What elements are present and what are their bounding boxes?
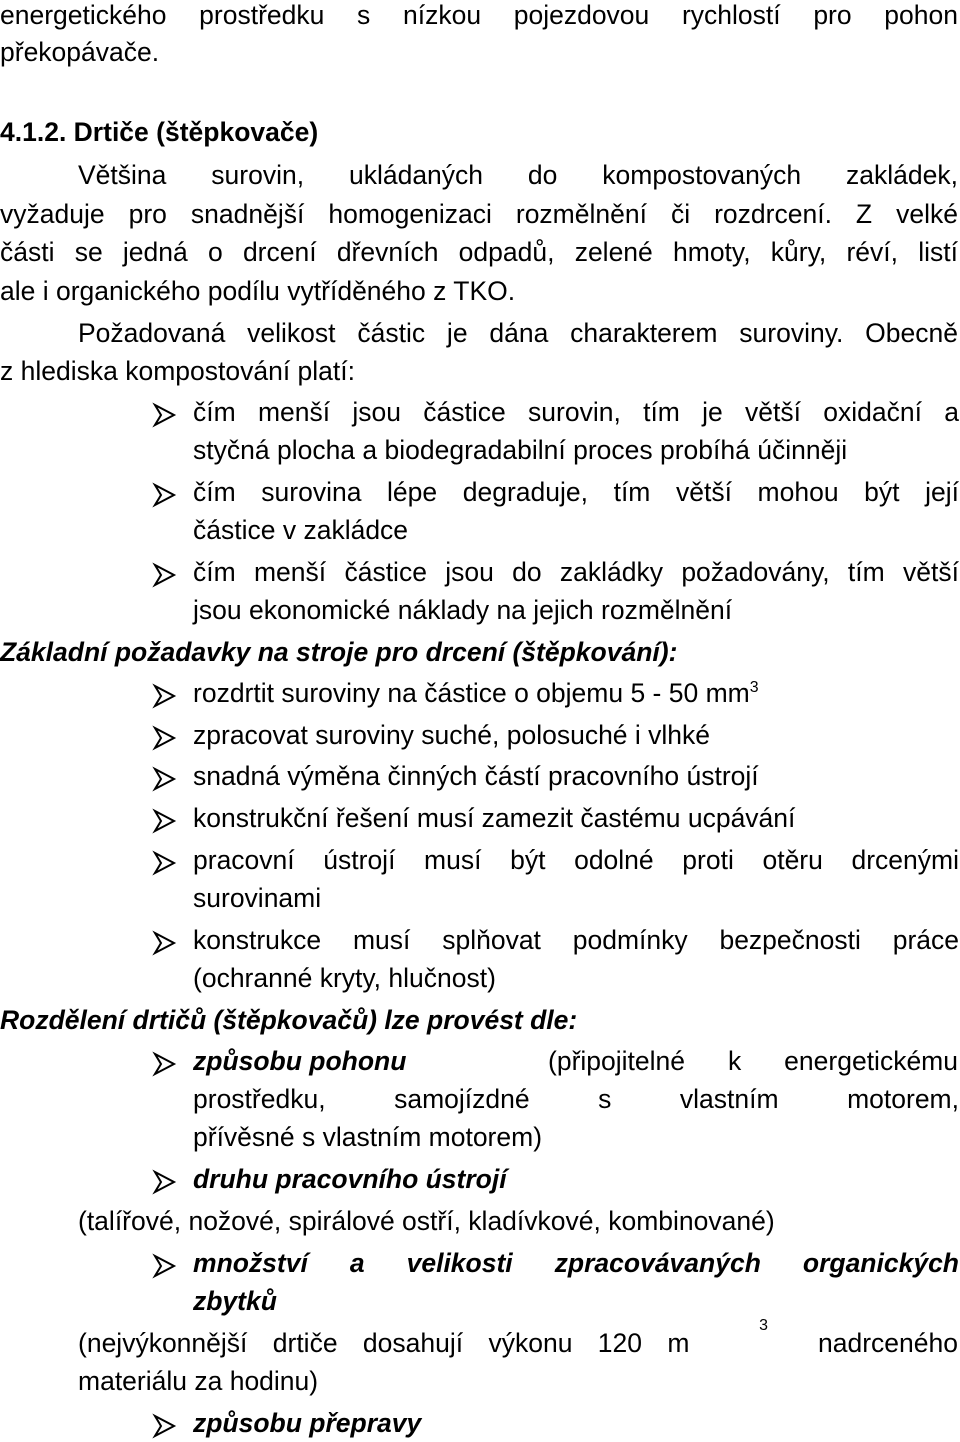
list-item-title: zbytků (193, 1286, 277, 1316)
list-item-line: čím surovina lépe degraduje, tím větší mohou být její (193, 477, 959, 507)
arrow-bullet-icon (152, 402, 178, 428)
list-item-text: rozdrtit suroviny na částice o objemu 5 - 50 mm (193, 678, 750, 708)
list-item-line: částice v zakládce (193, 515, 409, 545)
list-item-line: pracovní ústrojí musí být odolné proti otěru drcenými (193, 845, 959, 875)
text-segment: (nejvýkonnější drtiče dosahují výkonu 120 m (78, 1328, 690, 1358)
list-item-line (193, 678, 759, 709)
text-line: vyžaduje pro snadnější homogenizaci rozmělnění či rozdrcení. Z velké (0, 199, 958, 229)
text-line: (talířové, nožové, spirálové ostří, kladívkové, kombinované) (78, 1206, 775, 1236)
text-segment (78, 1317, 768, 1359)
text-line (78, 1317, 958, 1359)
arrow-bullet-icon (152, 930, 178, 956)
requirements-heading: Základní požadavky na stroje pro drcení (štěpkování): (0, 637, 678, 667)
list-item-line: čím menší částice jsou do zakládky požadovány, tím větší (193, 557, 959, 587)
arrow-bullet-icon (152, 1169, 178, 1195)
text-segment: nadrceného (818, 1328, 958, 1358)
text-line: z hlediska kompostování platí: (0, 356, 355, 386)
list-item-line: konstrukce musí splňovat podmínky bezpečnosti práce (193, 925, 959, 955)
list-item-line: (ochranné kryty, hlučnost) (193, 963, 496, 993)
text-line: Většina surovin, ukládaných do kompostovaných zakládek, (78, 160, 958, 190)
list-item-line: surovinami (193, 883, 322, 913)
section-heading: 4.1.2. Drtiče (štěpkovače) (0, 117, 319, 147)
list-item-line: přívěsné s vlastním motorem) (193, 1122, 543, 1152)
list-item-line: prostředku, samojízdné s vlastním motorem, (193, 1084, 959, 1114)
list-item-title: druhu pracovního ústrojí (193, 1164, 507, 1194)
list-item-title: způsobu pohonu (193, 1046, 407, 1076)
arrow-bullet-icon (152, 1413, 178, 1439)
division-heading: Rozdělení drtičů (štěpkovačů) lze provést dle: (0, 1005, 578, 1035)
list-item-line: snadná výměna činných částí pracovního ústrojí (193, 761, 759, 791)
text-line: materiálu za hodinu) (78, 1366, 319, 1396)
arrow-bullet-icon (152, 562, 178, 588)
list-item-line: styčná plocha a biodegradabilní proces probíhá účinněji (193, 435, 848, 465)
list-item-line: konstrukční řešení musí zamezit častému ucpávání (193, 803, 796, 833)
list-item-line: jsou ekonomické náklady na jejich rozmělnění (193, 595, 733, 625)
list-item-title: způsobu přepravy (193, 1408, 422, 1438)
text-line: energetického prostředku s nízkou pojezdovou rychlostí pro pohon (0, 0, 958, 30)
superscript: 3 (749, 679, 759, 697)
arrow-bullet-icon (152, 482, 178, 508)
superscript: 3 (759, 1317, 768, 1334)
arrow-bullet-icon (152, 1051, 178, 1077)
list-item-title: množství a velikosti zpracovávaných organických (193, 1248, 959, 1278)
text-line: překopávače. (0, 37, 160, 67)
arrow-bullet-icon (152, 850, 178, 876)
arrow-bullet-icon (152, 1253, 178, 1279)
list-item-line: zpracovat suroviny suché, polosuché i vlhké (193, 720, 711, 750)
arrow-bullet-icon (152, 766, 178, 792)
arrow-bullet-icon (152, 725, 178, 751)
text-line: Požadovaná velikost částic je dána charakterem suroviny. Obecně (78, 318, 958, 348)
arrow-bullet-icon (152, 808, 178, 834)
arrow-bullet-icon (152, 683, 178, 709)
list-item-line: čím menší jsou částice surovin, tím je větší oxidační a (193, 397, 959, 427)
text-line: části se jedná o drcení dřevních odpadů, zelené hmoty, kůry, réví, listí (0, 237, 958, 267)
text-line: ale i organického podílu vytříděného z TKO. (0, 276, 516, 306)
list-item-line: (připojitelné k energetickému (548, 1046, 958, 1076)
